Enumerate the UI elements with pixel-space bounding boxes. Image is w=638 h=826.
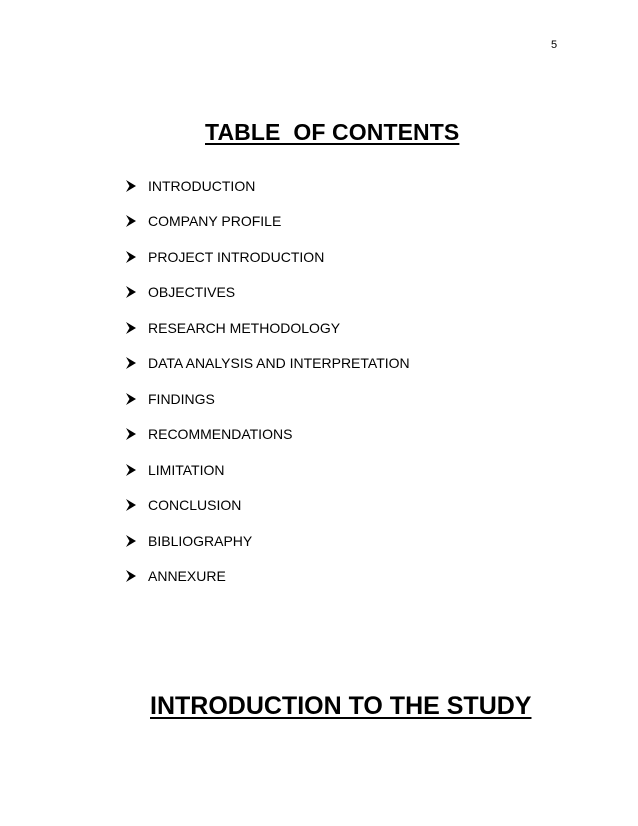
toc-item: [125, 310, 410, 346]
toc-title: TABLE OF CONTENTS: [205, 119, 460, 145]
toc-item-label: CONCLUSION: [148, 497, 242, 514]
arrowhead-bullet-icon: [125, 285, 137, 299]
toc-item-label: COMPANY PROFILE: [148, 213, 282, 230]
toc-item-label: ANNEXURE: [148, 568, 226, 585]
toc-item: [125, 523, 410, 559]
arrowhead-bullet-icon: [125, 498, 137, 512]
arrowhead-bullet-icon: [125, 179, 137, 193]
arrowhead-bullet-icon: [125, 569, 137, 583]
toc-item-label: FINDINGS: [148, 390, 215, 407]
arrowhead-bullet-icon: [125, 321, 137, 335]
arrowhead-bullet-icon: [125, 534, 137, 548]
toc-item: [125, 488, 410, 524]
toc-item-label: DATA ANALYSIS AND INTERPRETATION: [148, 355, 410, 372]
arrowhead-bullet-icon: [125, 463, 137, 477]
toc-item: [125, 204, 410, 240]
section-heading: INTRODUCTION TO THE STUDY: [150, 692, 532, 720]
toc-item: [125, 381, 410, 417]
toc-item: [125, 346, 410, 382]
toc-list: [125, 168, 410, 594]
arrowhead-bullet-icon: [125, 392, 137, 406]
arrowhead-bullet-icon: [125, 427, 137, 441]
toc-item-label: BIBLIOGRAPHY: [148, 532, 253, 549]
toc-item: [125, 168, 410, 204]
toc-item: [125, 275, 410, 311]
toc-item-label: RECOMMENDATIONS: [148, 426, 293, 443]
toc-item: [125, 452, 410, 488]
toc-item: [125, 417, 410, 453]
toc-item-label: LIMITATION: [148, 461, 225, 478]
toc-item-label: PROJECT INTRODUCTION: [148, 248, 325, 265]
arrowhead-bullet-icon: [125, 356, 137, 370]
arrowhead-bullet-icon: [125, 250, 137, 264]
toc-item: [125, 239, 410, 275]
page-number: 5: [551, 39, 558, 51]
toc-item-label: INTRODUCTION: [148, 177, 256, 194]
arrowhead-bullet-icon: [125, 214, 137, 228]
toc-item: [125, 559, 410, 595]
toc-item-label: RESEARCH METHODOLOGY: [148, 319, 341, 336]
toc-item-label: OBJECTIVES: [148, 284, 236, 301]
